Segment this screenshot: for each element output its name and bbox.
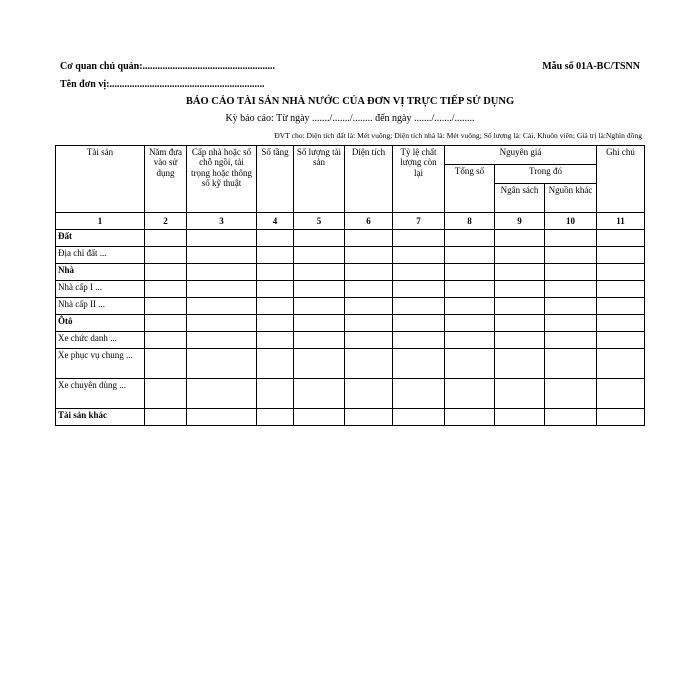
row-label-building-grade-2: Nhà cấp II ...	[56, 298, 145, 315]
header-remaining-quality: Tỷ lệ chất lượng còn lại	[393, 146, 445, 213]
column-number: 6	[345, 213, 393, 230]
header-grade-specs: Cấp nhà hoặc số chỗ ngồi, tải trọng hoặc thông số kỹ thuật	[187, 146, 257, 213]
row-label-other-assets: Tài sản khác	[56, 409, 145, 426]
column-number-row	[56, 213, 645, 230]
table-row	[56, 332, 645, 349]
table-row	[56, 264, 645, 281]
column-number: 10	[545, 213, 597, 230]
row-label-land-address: Địa chỉ đất ...	[56, 247, 145, 264]
asset-report-table	[55, 145, 645, 426]
column-number: 8	[445, 213, 495, 230]
table-row	[56, 281, 645, 298]
table-row	[56, 298, 645, 315]
column-number: 3	[187, 213, 257, 230]
header-year-in-use: Năm đưa vào sử dụng	[145, 146, 187, 213]
unit-name-field: Tên đơn vị:..............................................................	[60, 79, 265, 90]
report-title: BÁO CÁO TÀI SẢN NHÀ NƯỚC CỦA ĐƠN VỊ TRỰC TIẾP SỬ DỤNG	[185, 96, 515, 107]
header-of-which: Trong đó	[495, 165, 597, 184]
header-note: Ghi chú	[597, 146, 645, 213]
header-floors: Số tầng	[257, 146, 294, 213]
report-period: Kỳ báo cáo: Từ ngày ......./......./........ đến ngày ......./......./........	[225, 113, 475, 124]
column-number: 11	[597, 213, 645, 230]
table-row	[56, 349, 645, 379]
row-label-general-vehicle: Xe phục vụ chung ...	[56, 349, 145, 379]
header-budget: Ngân sách	[495, 184, 545, 213]
header-original-cost: Nguyên giá	[445, 146, 597, 165]
column-number: 1	[56, 213, 145, 230]
header-quantity: Số lượng tài sản	[294, 146, 345, 213]
form-number: Mẫu số 01A-BC/TSNN	[542, 61, 640, 72]
column-number: 9	[495, 213, 545, 230]
agency-field: Cơ quan chủ quản:.....................................................	[60, 61, 276, 72]
header-total: Tổng số	[445, 165, 495, 213]
row-label-land: Đất	[56, 230, 145, 247]
header-other-source: Nguồn khác	[545, 184, 597, 213]
column-number: 7	[393, 213, 445, 230]
row-label-title-vehicle: Xe chức danh ...	[56, 332, 145, 349]
column-number: 2	[145, 213, 187, 230]
table-row	[56, 247, 645, 264]
row-label-building-grade-1: Nhà cấp I ...	[56, 281, 145, 298]
column-number: 4	[257, 213, 294, 230]
table-row	[56, 230, 645, 247]
table-row	[56, 379, 645, 409]
row-label-car: Ôtô	[56, 315, 145, 332]
header-asset: Tài sản	[56, 146, 145, 213]
header-area: Diện tích	[345, 146, 393, 213]
row-label-special-vehicle: Xe chuyên dùng ...	[56, 379, 145, 409]
column-number: 5	[294, 213, 345, 230]
row-label-building: Nhà	[56, 264, 145, 281]
table-row	[56, 409, 645, 426]
units-note: ĐVT cho: Diện tích đất là: Mét vuông; Diện tích nhà là: Mét vuông; Số lượng là: Cái, Khuôn viên; Giá trị là:Nghìn đồng	[274, 131, 642, 140]
table-row	[56, 315, 645, 332]
